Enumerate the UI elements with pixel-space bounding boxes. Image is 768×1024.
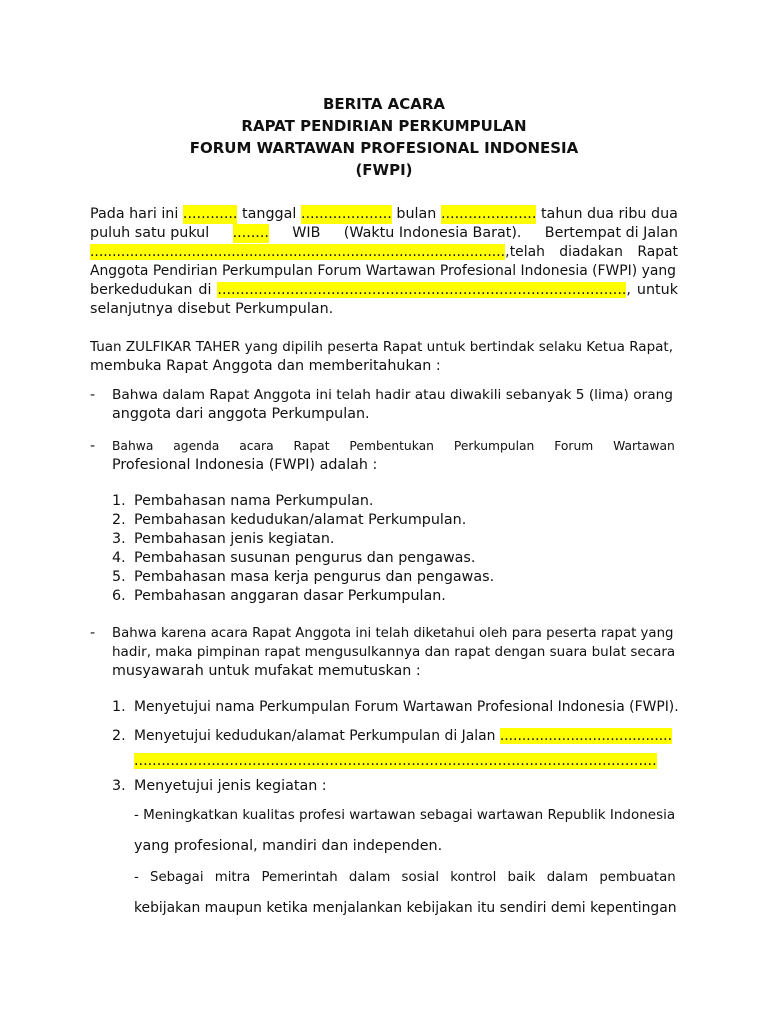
doc-title-line-3: FORUM WARTAWAN PROFESIONAL INDONESIA <box>189 139 579 157</box>
opening-text: tanggal <box>242 206 297 222</box>
decision-number: 1. <box>112 699 126 715</box>
agenda-item: Pembahasan masa kerja pengurus dan pengawas. <box>134 569 495 585</box>
point-3-line-1: Bahwa karena acara Rapat Anggota ini telah diketahui oleh para peserta rapat yang <box>112 626 674 641</box>
agenda-item: Pembahasan nama Perkumpulan. <box>134 493 374 509</box>
decision-3-text: Menyetujui jenis kegiatan : <box>134 778 327 794</box>
opening-text: tahun dua ribu dua <box>540 206 678 222</box>
address-blank: ................................................................................................................... <box>134 753 657 769</box>
date-blank: .................... <box>300 206 392 222</box>
address-blank: ....................................... <box>499 728 673 744</box>
activity-b-text: - Sebagai mitra Pemerintah dalam sosial kontrol baik dalam pembuatan <box>134 870 676 885</box>
time-blank: ........ <box>232 225 269 241</box>
decision-number: 2. <box>112 728 126 744</box>
opening-text: Pada hari ini <box>90 206 179 222</box>
doc-title-line-4: (FWPI) <box>355 161 413 179</box>
activity-a-line-2: yang profesional, mandiri dan independen. <box>134 838 443 854</box>
day-blank: ............ <box>182 206 238 222</box>
decision-1-text: Menyetujui nama Perkumpulan Forum Wartawan Profesional Indonesia (FWPI). <box>134 699 679 715</box>
activity-a-text: - Meningkatkan kualitas profesi wartawan sebagai wartawan Republik Indonesia <box>134 807 676 823</box>
month-blank: ..................... <box>440 206 537 222</box>
bullet-dash: - <box>90 625 96 641</box>
opening-text: , <box>626 282 631 298</box>
agenda-number: 6. <box>112 588 126 604</box>
bullet-dash: - <box>90 387 96 403</box>
activity-b-line-1 <box>134 868 678 887</box>
decision-2-label: Menyetujui kedudukan/alamat Perkumpulan di Jalan <box>134 728 496 744</box>
opening-line-1 <box>90 205 678 224</box>
activity-a-line-1 <box>134 806 678 825</box>
opening-text: berkedudukan <box>90 282 193 298</box>
point-2-text: Bahwa agenda acara Rapat Pembentukan Perkumpulan Forum Wartawan <box>112 439 675 453</box>
opening-text: di <box>198 282 212 298</box>
point-2-line-1 <box>112 437 678 456</box>
agenda-item: Pembahasan anggaran dasar Perkumpulan. <box>134 588 446 604</box>
agenda-number: 1. <box>112 493 126 509</box>
chair-line-1: Tuan ZULFIKAR TAHER yang dipilih peserta Rapat untuk bertindak selaku Ketua Rapat, <box>90 339 673 355</box>
opening-text: WIB <box>292 225 321 241</box>
point-2-line-2: Profesional Indonesia (FWPI) adalah : <box>112 457 378 473</box>
opening-text: (Waktu Indonesia Barat). <box>343 225 522 241</box>
opening-text: bulan <box>396 206 437 222</box>
doc-title-line-1: BERITA ACARA <box>322 95 446 113</box>
agenda-number: 2. <box>112 512 126 528</box>
opening-text: puluh satu pukul <box>90 225 210 241</box>
agenda-item: Pembahasan kedudukan/alamat Perkumpulan. <box>134 512 467 528</box>
doc-title-line-2: RAPAT PENDIRIAN PERKUMPULAN <box>241 117 527 135</box>
opening-line-4: Anggota Pendirian Perkumpulan Forum Wartawan Profesional Indonesia (FWPI) yang <box>90 263 676 279</box>
agenda-item: Pembahasan jenis kegiatan. <box>134 531 335 547</box>
decision-2-text <box>134 727 672 746</box>
agenda-number: 4. <box>112 550 126 566</box>
point-1-line-2: anggota dari anggota Perkumpulan. <box>112 406 370 422</box>
opening-line-6: selanjutnya disebut Perkumpulan. <box>90 301 334 317</box>
place-blank: .......................................................................................... <box>217 282 627 298</box>
bullet-dash: - <box>90 438 96 454</box>
opening-text: telah diadakan Rapat <box>509 244 678 260</box>
street-blank: .............................................................................................. <box>90 244 506 260</box>
activity-b-line-2: kebijakan maupun ketika menjalankan kebijakan itu sendiri demi kepentingan <box>134 900 677 916</box>
opening-line-2 <box>90 224 678 243</box>
point-3-line-3: musyawarah untuk mufakat memutuskan : <box>112 663 421 679</box>
agenda-item: Pembahasan susunan pengurus dan pengawas. <box>134 550 476 566</box>
point-3-line-2: hadir, maka pimpinan rapat mengusulkannya dan rapat dengan suara bulat secara <box>112 644 676 660</box>
decision-2-line-2 <box>134 752 657 771</box>
agenda-number: 5. <box>112 569 126 585</box>
opening-line-5 <box>90 281 678 300</box>
point-1-line-1: Bahwa dalam Rapat Anggota ini telah hadir atau diwakili sebanyak 5 (lima) orang <box>112 387 673 403</box>
opening-text: Bertempat di Jalan <box>544 225 678 241</box>
opening-text: , <box>505 244 510 260</box>
opening-line-3 <box>90 243 678 262</box>
agenda-number: 3. <box>112 531 126 547</box>
chair-line-2: membuka Rapat Anggota dan memberitahukan : <box>90 358 441 374</box>
opening-text: untuk <box>636 282 678 298</box>
decision-number: 3. <box>112 778 126 794</box>
